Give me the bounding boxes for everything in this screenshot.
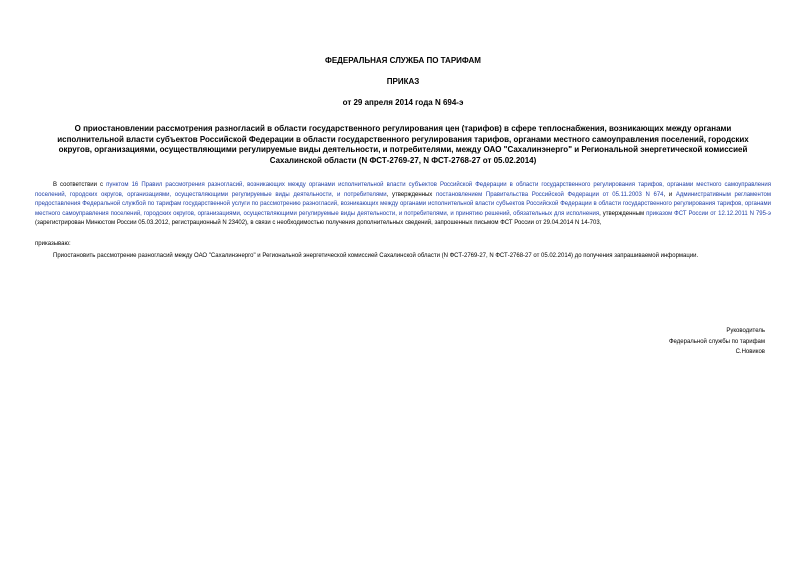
document-type-heading: ПРИКАЗ — [386, 77, 420, 86]
document-page — [35, 0, 771, 571]
preamble-text-4: , утвержденным — [599, 210, 647, 217]
preamble-paragraph — [35, 181, 771, 229]
document-title: О приостановлении рассмотрения разногласий в области государственного регулирования цен (тарифов) в сфере теплоснабжения, возникающих между органами исполнительной власти субъектов Российской Федерации в области государственного регулирования тарифов, органами местного самоуправления поселений, городских округов, организациями, осуществляющими регулируемые виды деятельности, и потребителями, между ОАО "Сахалинэнерго" и Региональной энергетической комиссией Сахалинской области (N ФСТ-2769-27, N ФСТ-2768-27 от 05.02.2014) — [57, 124, 749, 165]
rules-point-16-link[interactable]: пунктом 16 Правил рассмотрения разногласий, возникающих между органами исполнительной власти субъектов Российской Федерации в области государственного регулирования тарифов, органами местного самоуправления поселений, городских округов, организациями, осуществляющими регулируемые виды деятельности, и потребителями — [35, 182, 772, 198]
fst-order-link[interactable]: приказом ФСТ России от 12.12.2011 N 795-э — [646, 210, 771, 217]
government-resolution-link[interactable]: постановлением Правительства Российской Федерации от 05.11.2003 N 674 — [435, 191, 664, 198]
preamble-text-5: (зарегистрирован Минюстом России 05.03.2012, регистрационный N 23402), в связи с необходимостью получения дополнительных сведений, запрошенных письмом ФСТ России от 29.04.2014 N 14-703, — [35, 220, 602, 227]
preamble-text-1: В соответствии с — [53, 182, 107, 188]
agency-heading: ФЕДЕРАЛЬНАЯ СЛУЖБА ПО ТАРИФАМ — [325, 56, 481, 65]
order-clause: Приостановить рассмотрение разногласий между ОАО "Сахалинэнерго" и Региональной энергетической комиссией Сахалинской области (N ФСТ-2769-27, N ФСТ-2768-27 от 05.02.2014) до получения запрашиваемой информации. — [53, 252, 699, 259]
document-date-number: от 29 апреля 2014 года N 694-э — [342, 98, 464, 107]
administrative-regulation-link[interactable]: Административным регламентом предоставления Федеральной службой по тарифам государственной услуги по рассмотрению разногласий, возникающих между органами исполнительной власти субъектов Российской Федерации в области государственного регулирования тарифов, органами местного самоуправления поселений, городских округов, организациями, осуществляющими регулируемые виды деятельности, и потребителями, и принятию решений, обязательных для исполнения — [35, 191, 771, 217]
signature-organization: Федеральной службы по тарифам — [669, 338, 765, 345]
preamble-text-2: , утвержденных — [386, 191, 436, 198]
signature-block — [669, 326, 765, 358]
signature-position: Руководитель — [726, 328, 765, 334]
signature-name: С.Новиков — [735, 349, 765, 355]
preamble-text-3: , и — [663, 191, 676, 198]
order-word: приказываю: — [35, 240, 71, 247]
